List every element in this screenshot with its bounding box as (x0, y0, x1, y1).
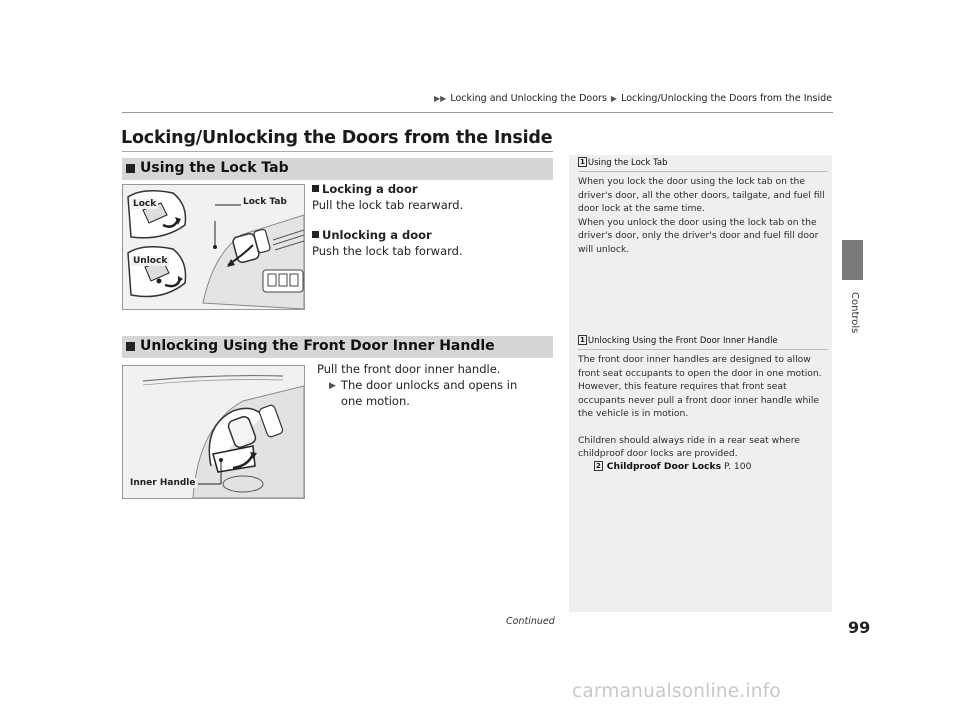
figure-label-lock-tab: Lock Tab (243, 197, 287, 207)
page-title: Locking/Unlocking the Doors from the Inside (121, 128, 553, 148)
bullet-square-icon (126, 342, 135, 351)
breadcrumb-item[interactable]: Locking and Unlocking the Doors (450, 93, 607, 104)
breadcrumb-item[interactable]: Locking/Unlocking the Doors from the Inside (621, 93, 832, 104)
note-ref-icon: 1 (580, 336, 585, 344)
section1-body (312, 181, 552, 259)
result-line: ▶ The door unlocks and opens in one motion. (329, 378, 518, 408)
inner-handle-instruction: Pull the front door inner handle. (317, 362, 501, 376)
link-ref-icon: 2 (596, 461, 601, 470)
figure-label-inner-handle: Inner Handle (130, 478, 196, 488)
section-heading-lock-tab: Using the Lock Tab (122, 158, 553, 180)
note-ref-icon: 1 (580, 158, 585, 166)
section2-body (317, 361, 552, 409)
header-rule (122, 112, 833, 113)
continued-label: Continued (506, 616, 555, 627)
bullet-square-icon (312, 231, 319, 238)
watermark: carmanualsonline.info (572, 681, 781, 702)
inner-handle-illustration (122, 365, 305, 499)
chapter-tab-label[interactable]: Controls (849, 292, 860, 334)
bullet-square-icon (126, 164, 135, 173)
figure-label-unlock: Unlock (133, 256, 168, 266)
arrow-icon: ▶ (610, 94, 618, 103)
subheading-locking: Locking a door (312, 181, 552, 197)
note-heading: 1 Unlocking Using the Front Door Inner Handle (580, 336, 778, 346)
note-lock-tab (578, 158, 828, 256)
breadcrumb (433, 93, 832, 104)
page-number: 99 (848, 618, 871, 637)
double-arrow-icon: ▶▶ (434, 94, 447, 103)
arrow-icon: ▶ (329, 381, 336, 391)
locking-instruction: Pull the lock tab rearward. (312, 198, 464, 212)
title-rule (122, 151, 553, 152)
bullet-square-icon (312, 185, 319, 192)
section-heading-inner-handle: Unlocking Using the Front Door Inner Handle (122, 336, 553, 358)
note-text: The front door inner handles are designed to allow front seat occupants to open the door in one motion. However, this feature requires that front seat occupants never pull a front door inner handle while the vehicle is in motion. Children should always ride in a rear seat where childproof door locks are provided. (578, 354, 822, 459)
note-heading: 1 Using the Lock Tab (580, 158, 668, 168)
lock-tab-illustration (122, 184, 305, 310)
figure-label-lock: Lock (133, 199, 157, 209)
note-text: When you lock the door using the lock tab on the driver's door, all the other doors, tailgate, and fuel fill door lock at the same time. When you unlock the door using the lock tab on the driver's door, only the driver's door and fuel fill door will unlock. (578, 176, 825, 255)
subheading-unlocking: Unlocking a door (312, 227, 552, 243)
note-divider (578, 349, 828, 350)
unlocking-instruction: Push the lock tab forward. (312, 244, 463, 258)
note-divider (578, 171, 828, 172)
chapter-tab-marker (842, 240, 863, 280)
cross-reference-link[interactable]: 2 Childproof Door Locks P. 100 (596, 460, 752, 472)
note-inner-handle (578, 336, 828, 472)
